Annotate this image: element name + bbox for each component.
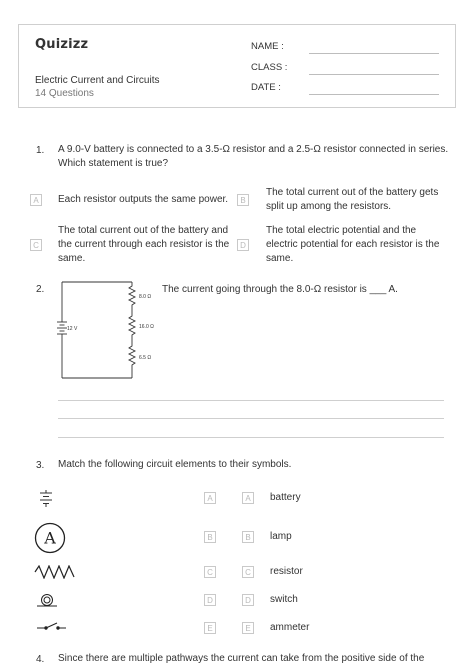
label-letter-c[interactable]: C xyxy=(242,566,254,578)
battery-label: 12 V xyxy=(67,326,78,332)
quizizz-logo: Quizizz xyxy=(35,37,89,52)
match-label-battery: battery xyxy=(270,492,301,503)
resistor-2-label: 16.0 Ω xyxy=(139,324,154,330)
question-count: 14 Questions xyxy=(35,88,94,99)
label-letter-d[interactable]: D xyxy=(242,594,254,606)
option-c-text-line2: the current through each resistor is the xyxy=(58,239,230,250)
option-a-text: Each resistor outputs the same power. xyxy=(58,194,229,205)
symbol-letter-c[interactable]: C xyxy=(204,566,216,578)
match-label-switch: switch xyxy=(270,594,298,605)
symbol-letter-e[interactable]: E xyxy=(204,622,216,634)
question-1-text-line2: Which statement is true? xyxy=(58,158,169,169)
question-4-number: 4. xyxy=(36,654,45,665)
symbol-letter-a[interactable]: A xyxy=(204,492,216,504)
option-d-box[interactable]: D xyxy=(237,239,249,251)
ammeter-letter: A xyxy=(44,528,56,548)
option-c-text-line3: same. xyxy=(58,253,86,264)
question-1-number: 1. xyxy=(36,145,45,156)
answer-line-2[interactable] xyxy=(58,418,444,419)
match-label-ammeter: ammeter xyxy=(270,622,310,633)
date-label: DATE : xyxy=(251,82,281,93)
label-letter-b[interactable]: B xyxy=(242,531,254,543)
question-1-text-line1: A 9.0-V battery is connected to a 3.5-Ω resistor and a 2.5-Ω resistor connected in series. xyxy=(58,144,449,155)
symbol-letter-b[interactable]: B xyxy=(204,531,216,543)
option-b-text-line1: The total current out of the battery gets xyxy=(266,187,439,198)
question-2-number: 2. xyxy=(36,284,45,295)
option-c-box[interactable]: C xyxy=(30,239,42,251)
label-letter-a[interactable]: A xyxy=(242,492,254,504)
worksheet-title: Electric Current and Circuits xyxy=(35,75,160,86)
match-label-resistor: resistor xyxy=(270,566,303,577)
answer-line-3[interactable] xyxy=(58,437,444,438)
name-field[interactable] xyxy=(309,53,439,54)
question-3-text: Match the following circuit elements to their symbols. xyxy=(58,459,292,470)
circuit-diagram xyxy=(54,278,154,386)
switch-symbol-icon xyxy=(36,621,68,631)
option-a-box[interactable]: A xyxy=(30,194,42,206)
battery-symbol-icon xyxy=(36,490,56,508)
name-label: NAME : xyxy=(251,41,284,52)
battery-symbol-icon xyxy=(57,322,67,334)
resistor-chain xyxy=(129,282,135,378)
resistor-1-label: 8.0 Ω xyxy=(139,294,152,300)
option-d-text-line3: same. xyxy=(266,253,294,264)
option-b-text-line2: split up among the resistors. xyxy=(266,201,392,212)
resistor-symbol-icon xyxy=(34,565,76,579)
option-b-box[interactable]: B xyxy=(237,194,249,206)
question-3-number: 3. xyxy=(36,460,45,471)
question-4-text: Since there are multiple pathways the current can take from the positive side of the xyxy=(58,653,425,664)
symbol-letter-d[interactable]: D xyxy=(204,594,216,606)
option-d-text-line1: The total electric potential and the xyxy=(266,225,417,236)
ammeter-symbol-icon xyxy=(34,522,66,554)
answer-line-1[interactable] xyxy=(58,400,444,401)
class-field[interactable] xyxy=(309,74,439,75)
class-label: CLASS : xyxy=(251,62,288,73)
option-c-text-line1: The total current out of the battery and xyxy=(58,225,229,236)
lamp-symbol-icon xyxy=(36,592,58,608)
question-2-text: The current going through the 8.0-Ω resistor is ___ A. xyxy=(162,284,398,295)
label-letter-e[interactable]: E xyxy=(242,622,254,634)
worksheet-header xyxy=(18,24,456,108)
date-field[interactable] xyxy=(309,94,439,95)
match-label-lamp: lamp xyxy=(270,531,292,542)
option-d-text-line2: electric potential for each resistor is the xyxy=(266,239,440,250)
resistor-3-label: 6.5 Ω xyxy=(139,355,152,361)
